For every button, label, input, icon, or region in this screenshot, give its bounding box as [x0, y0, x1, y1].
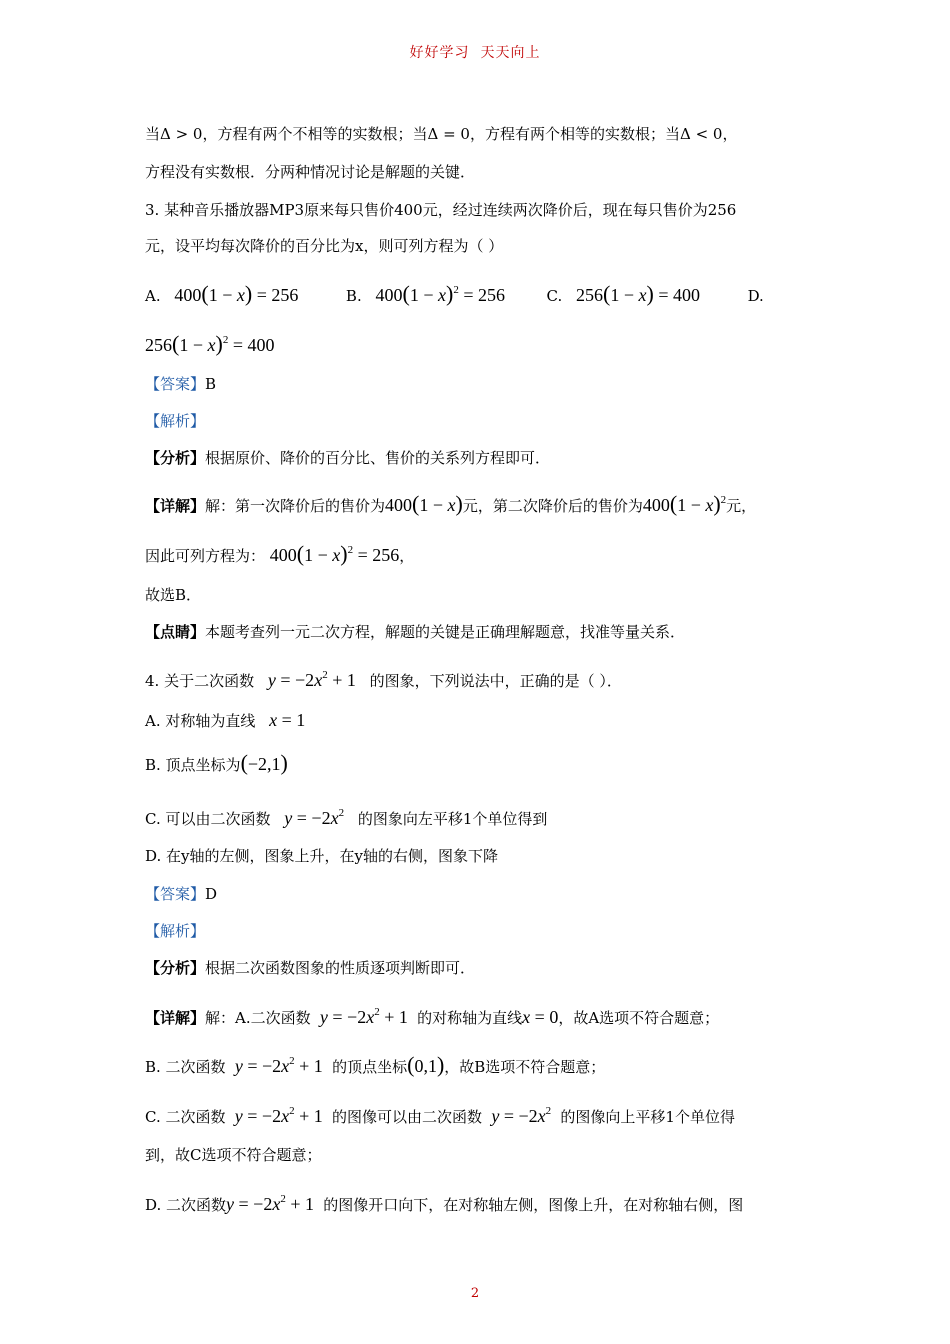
q3-equation-label: 因此可列方程为：: [145, 547, 266, 565]
q4-fenxi: 根据二次函数图象的性质逐项判断即可．: [205, 959, 476, 977]
q3-detail-text-c: 元，: [726, 497, 757, 515]
q4-analysis-row: [145, 921, 205, 941]
q4-detail-d-row: [145, 1189, 743, 1215]
q4-detail-b-formula-1: $y = -2x^2 + 1$: [234, 1055, 328, 1076]
q3-equation-end: ，: [399, 547, 415, 565]
q3-answer-tag: 【答案】: [145, 375, 206, 393]
q4-detail-b-row: [145, 1051, 605, 1077]
q3-option-b-label: B.: [345, 287, 362, 305]
q3-stem-line-2: 元，设平均每次降价的百分比为x，则可列方程为（ ）: [145, 237, 504, 255]
q4-detail-c-text-a: C. 二次函数: [145, 1108, 226, 1126]
q4-detail-formula-1: $y = -2x^2 + 1$: [319, 1006, 413, 1027]
q4-detail-text-a: 解：A.二次函数: [205, 1009, 311, 1027]
q4-detail-b-formula-2: (0,1): [407, 1052, 445, 1077]
q4-fenxi-tag: 【分析】: [145, 959, 206, 977]
q3-option-c-formula: 256(1 − x) = 400: [567, 281, 700, 306]
q4-detail-text-c: ，故A选项不符合题意；: [558, 1009, 720, 1027]
q4-detail-c-text-c: 的图像向上平移1个单位得: [560, 1108, 735, 1126]
q3-fenxi-row: [145, 448, 550, 468]
q4-option-a-formula: x = 1: [269, 710, 306, 730]
page-number: 2: [470, 1286, 480, 1301]
q3-option-d-formula: $256(1 - x)^2 = 400$: [145, 331, 275, 356]
q4-detail-c-text-b: 的图像可以由二次函数: [332, 1108, 483, 1126]
q4-option-c-text-b: 的图象向左平移1个单位得到: [357, 810, 548, 828]
q4-detail-c-formula-1: $y = -2x^2 + 1$: [234, 1105, 328, 1126]
q4-analysis-tag: 【解析】: [145, 922, 206, 940]
q3-analysis-row: [145, 411, 205, 431]
q4-answer: D: [205, 885, 218, 903]
q3-detail-row: [145, 490, 756, 516]
q4-detail-tag: 【详解】: [145, 1009, 206, 1027]
q4-detail-b-text-a: B. 二次函数: [145, 1058, 226, 1076]
q4-stem: [145, 665, 622, 691]
q3-option-d-label: D.: [747, 287, 764, 305]
q4-option-c-text-a: C. 可以由二次函数: [145, 810, 271, 828]
q3-detail-formula-1: 400(1 − x): [385, 491, 463, 516]
intro-line-1: 当Δ > 0，方程有两个不相等的实数根；当Δ = 0，方程有两个相等的实数根；当Δ < 0，: [145, 125, 738, 143]
q3-option-b-formula: $400(1 - x)^2 = 256$: [366, 281, 505, 306]
page-header: 好好学习 天天向上: [409, 45, 541, 61]
q3-analysis-tag: 【解析】: [145, 412, 206, 430]
q4-option-d: D. 在y轴的左侧，图象上升，在y轴的右侧，图象下降: [145, 847, 498, 865]
q3-dianjing-tag: 【点睛】: [145, 623, 206, 641]
q4-detail-d-text-a: D. 二次函数: [145, 1196, 227, 1214]
q3-option-a-formula: 400(1 − x) = 256: [165, 281, 299, 306]
q3-detail-tag: 【详解】: [145, 497, 206, 515]
q3-fenxi: 根据原价、降价的百分比、售价的关系列方程即可．: [205, 449, 551, 467]
q3-stem-line-1: 3. 某种音乐播放器MP3原来每只售价400元，经过连续两次降价后，现在每只售价为256: [145, 201, 737, 219]
q4-detail-b-text-b: 的顶点坐标: [332, 1058, 408, 1076]
q4-detail-row: [145, 1002, 719, 1028]
q3-equation-formula: $400(1 - x)^2 = 256$: [269, 541, 400, 566]
q4-detail-text-b: 的对称轴为直线: [417, 1009, 523, 1027]
q4-detail-d-text-b: 的图像开口向下，在对称轴左侧，图像上升，在对称轴右侧，图: [323, 1196, 744, 1214]
q4-detail-formula-2: x = 0: [522, 1007, 559, 1027]
q3-option-a-label: A.: [145, 287, 161, 305]
q4-option-c: [145, 803, 547, 829]
q3-answer-row: [145, 374, 216, 394]
q4-detail-b-text-c: ，故B选项不符合题意；: [444, 1058, 606, 1076]
q3-detail-text-a: 解：第一次降价后的售价为: [205, 497, 386, 515]
q3-detail-text-b: 元，第二次降价后的售价为: [462, 497, 643, 515]
q4-fenxi-row: [145, 958, 475, 978]
q4-option-c-formula: $y = -2x^2$: [284, 807, 345, 828]
q4-option-b: [145, 750, 288, 775]
q3-equation-row: [145, 540, 414, 566]
q4-stem-text-b: 的图象，下列说法中，正确的是（ ）．: [369, 672, 622, 690]
q4-detail-d-formula: $y = -2x^2 + 1$: [226, 1193, 319, 1214]
q4-option-b-text: B. 顶点坐标为: [145, 756, 241, 774]
q3-answer: B: [205, 375, 217, 393]
q3-dianjing-row: [145, 622, 685, 642]
intro-line-2: 方程没有实数根．分两种情况讨论是解题的关键．: [145, 163, 476, 181]
q4-option-a: [145, 710, 305, 731]
q4-detail-c-row: [145, 1101, 735, 1127]
q4-option-a-text: A. 对称轴为直线: [145, 712, 256, 730]
q4-option-b-formula: (−2,1): [240, 750, 288, 775]
q3-options-row: [145, 280, 764, 306]
q4-detail-c-formula-2: $y = -2x^2$: [491, 1105, 552, 1126]
q4-stem-formula: $y = -2x^2 + 1$: [267, 669, 365, 690]
q3-detail-formula-2: $400(1 - x)^2$: [642, 491, 727, 516]
q3-option-d-row: [145, 330, 274, 356]
q4-answer-row: [145, 884, 217, 904]
q4-answer-tag: 【答案】: [145, 885, 206, 903]
q3-conclusion: 故选B．: [145, 586, 202, 604]
q3-dianjing: 本题考查列一元二次方程，解题的关键是正确理解题意，找准等量关系．: [205, 623, 686, 641]
q3-option-c-label: C.: [546, 287, 563, 305]
q3-fenxi-tag: 【分析】: [145, 449, 206, 467]
q4-detail-c-line-2: 到，故C选项不符合题意；: [145, 1146, 322, 1164]
q4-stem-text-a: 4. 关于二次函数: [145, 672, 255, 690]
